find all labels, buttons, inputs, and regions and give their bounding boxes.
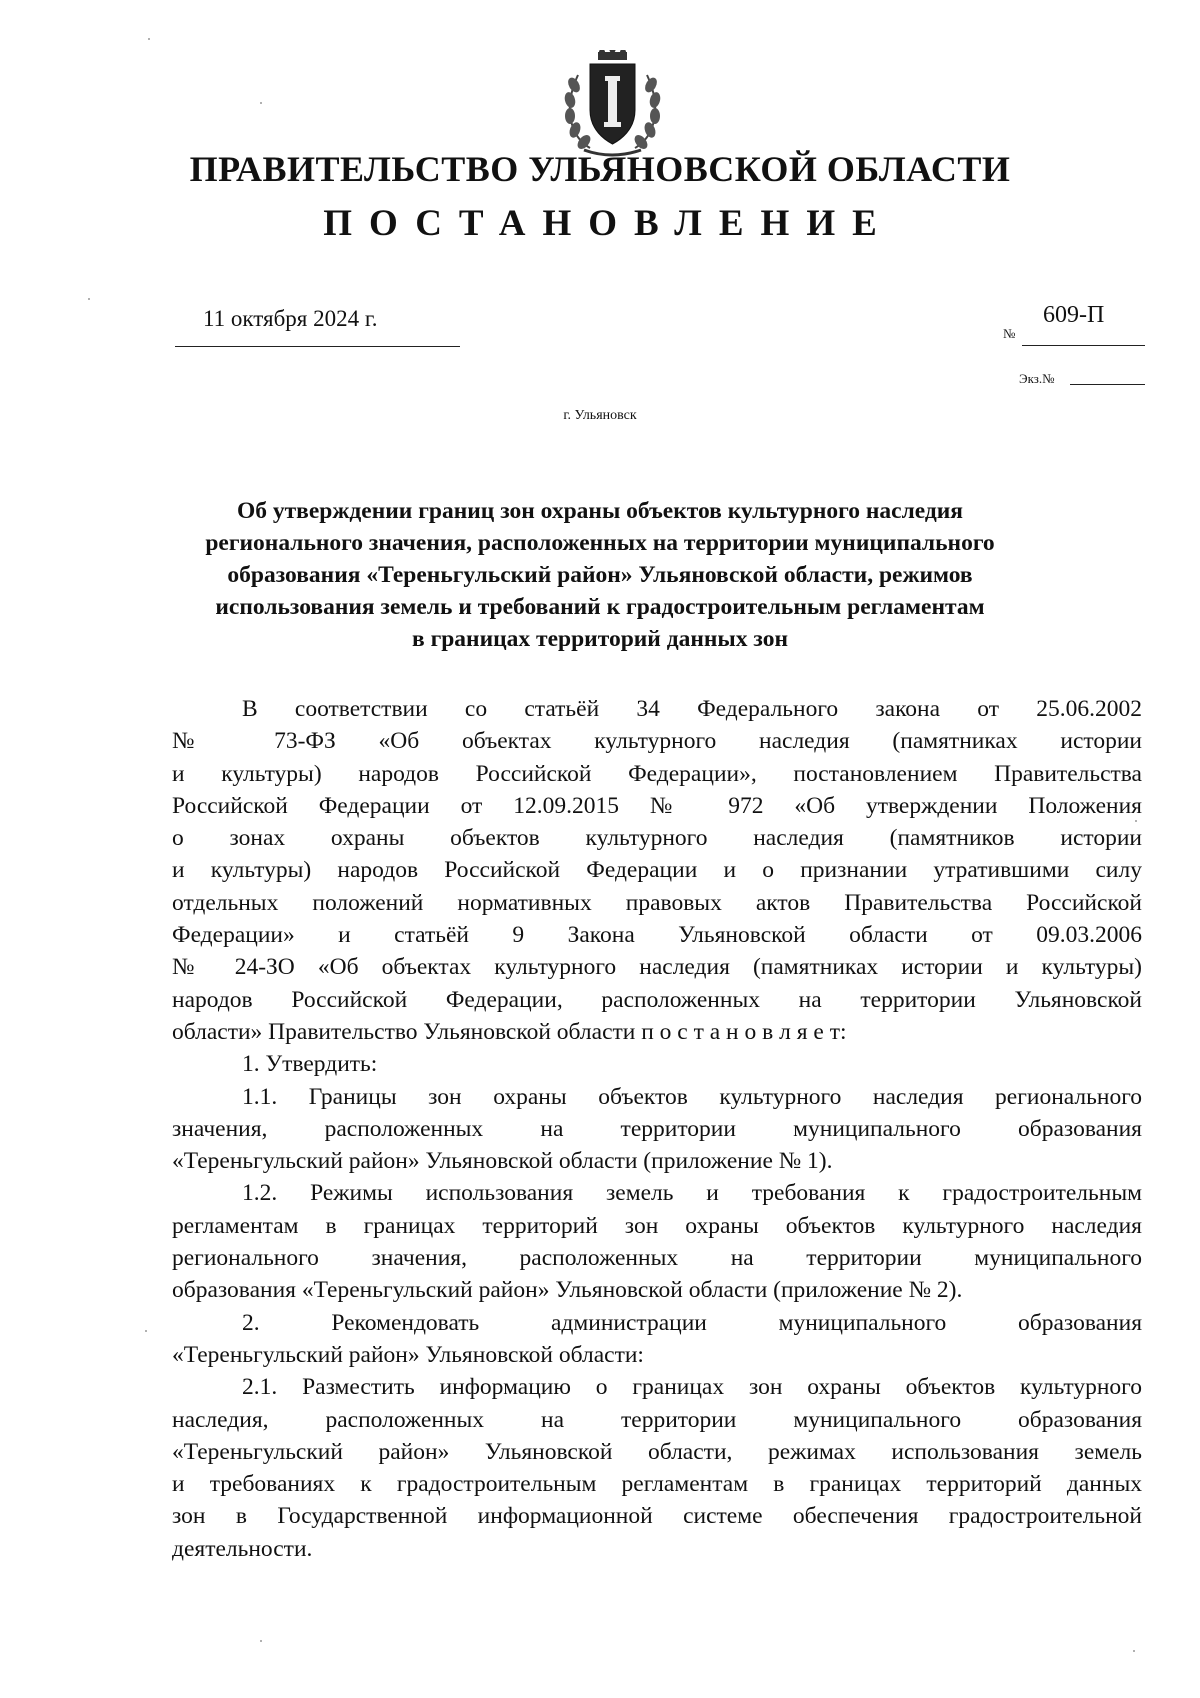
decree-number: 609-П: [1043, 302, 1105, 328]
scan-speck: [88, 298, 90, 300]
scan-speck: [145, 1330, 147, 1332]
body-line: и культуры) народов Российской Федерации и о признании утратившими силу: [172, 857, 1142, 884]
body-line: Российской Федерации от 12.09.2015 № 972 «Об утверждении Положения: [172, 792, 1142, 819]
body-line: 2. Рекомендовать администрации муниципального образования: [242, 1309, 1142, 1336]
body-line: области» Правительство Ульяновской области п о с т а н о в л я е т:: [172, 1018, 847, 1045]
body-line: зон в Государственной информационной системе обеспечения градостроительной: [172, 1503, 1142, 1530]
body-line: значения, расположенных на территории муниципального образования: [172, 1115, 1142, 1142]
subject-line: образования «Тереньгульский район» Ульяновской области, режимов: [227, 562, 973, 588]
body-line: образования «Тереньгульский район» Ульяновской области (приложение № 2).: [172, 1277, 963, 1304]
decree-title: ПОСТАНОВЛЕНИЕ: [323, 203, 894, 244]
body-line: В соответствии со статьёй 34 Федерального закона от 25.06.2002: [242, 696, 1142, 722]
decree-subject: [160, 495, 1040, 655]
body-line: 1. Утвердить:: [242, 1051, 378, 1078]
coat-of-arms-emblem: [560, 50, 665, 158]
body-line: «Тереньгульский район» Ульяновской области (приложение № 1).: [172, 1148, 833, 1175]
decree-body: [172, 693, 1142, 1565]
body-line: 1.2. Режимы использования земель и требования к градостроительным: [242, 1180, 1142, 1207]
decree-date: 11 октября 2024 г.: [203, 306, 378, 331]
body-line: № 24-ЗО «Об объектах культурного наследия (памятниках истории и культуры): [172, 954, 1142, 981]
body-line: наследия, расположенных на территории муниципального образования: [172, 1406, 1142, 1433]
subject-line: в границах территорий данных зон: [412, 626, 788, 652]
body-line: «Тереньгульский район» Ульяновской области, режимах использования земель: [172, 1438, 1142, 1465]
scan-speck: [1135, 820, 1137, 822]
copy-number-underline: [1070, 384, 1145, 385]
government-title: ПРАВИТЕЛЬСТВО УЛЬЯНОВСКОЙ ОБЛАСТИ: [189, 149, 1011, 189]
body-line: регионального значения, расположенных на территории муниципального: [172, 1245, 1142, 1272]
body-line: народов Российской Федерации, расположенных на территории Ульяновской: [172, 986, 1142, 1013]
scan-speck: [260, 102, 262, 104]
number-underline: [1022, 345, 1145, 346]
body-line: деятельности.: [172, 1535, 313, 1562]
body-line: о зонах охраны объектов культурного наследия (памятников истории: [172, 825, 1142, 852]
subject-line: Об утверждении границ зон охраны объектов культурного наследия: [236, 498, 964, 524]
subject-line: использования земель и требований к градостроительным регламентам: [215, 594, 985, 620]
body-line: «Тереньгульский район» Ульяновской области:: [172, 1341, 644, 1368]
body-line: и культуры) народов Российской Федерации», постановлением Правительства: [172, 760, 1142, 787]
date-underline: [175, 346, 460, 347]
body-line: регламентам в границах территорий зон охраны объектов культурного наследия: [172, 1212, 1142, 1239]
city-name: г. Ульяновск: [563, 408, 637, 423]
body-line: № 73-ФЗ «Об объектах культурного наследия (памятниках истории: [172, 728, 1142, 755]
body-line: Федерации» и статьёй 9 Закона Ульяновской области от 09.03.2006: [172, 922, 1142, 949]
copy-number-label: Экз.№: [1019, 371, 1055, 386]
scan-speck: [148, 38, 150, 40]
body-line: отдельных положений нормативных правовых актов Правительства Российской: [172, 889, 1142, 916]
scan-speck: [1133, 1650, 1135, 1652]
scan-speck: [260, 1640, 262, 1642]
body-line: 2.1. Разместить информацию о границах зон охраны объектов культурного: [242, 1374, 1142, 1401]
body-line: 1.1. Границы зон охраны объектов культурного наследия регионального: [242, 1083, 1142, 1110]
number-label: №: [1003, 326, 1016, 341]
body-line: и требованиях к градостроительным регламентам в границах территорий данных: [172, 1471, 1142, 1498]
subject-line: регионального значения, расположенных на территории муниципального: [205, 530, 995, 556]
